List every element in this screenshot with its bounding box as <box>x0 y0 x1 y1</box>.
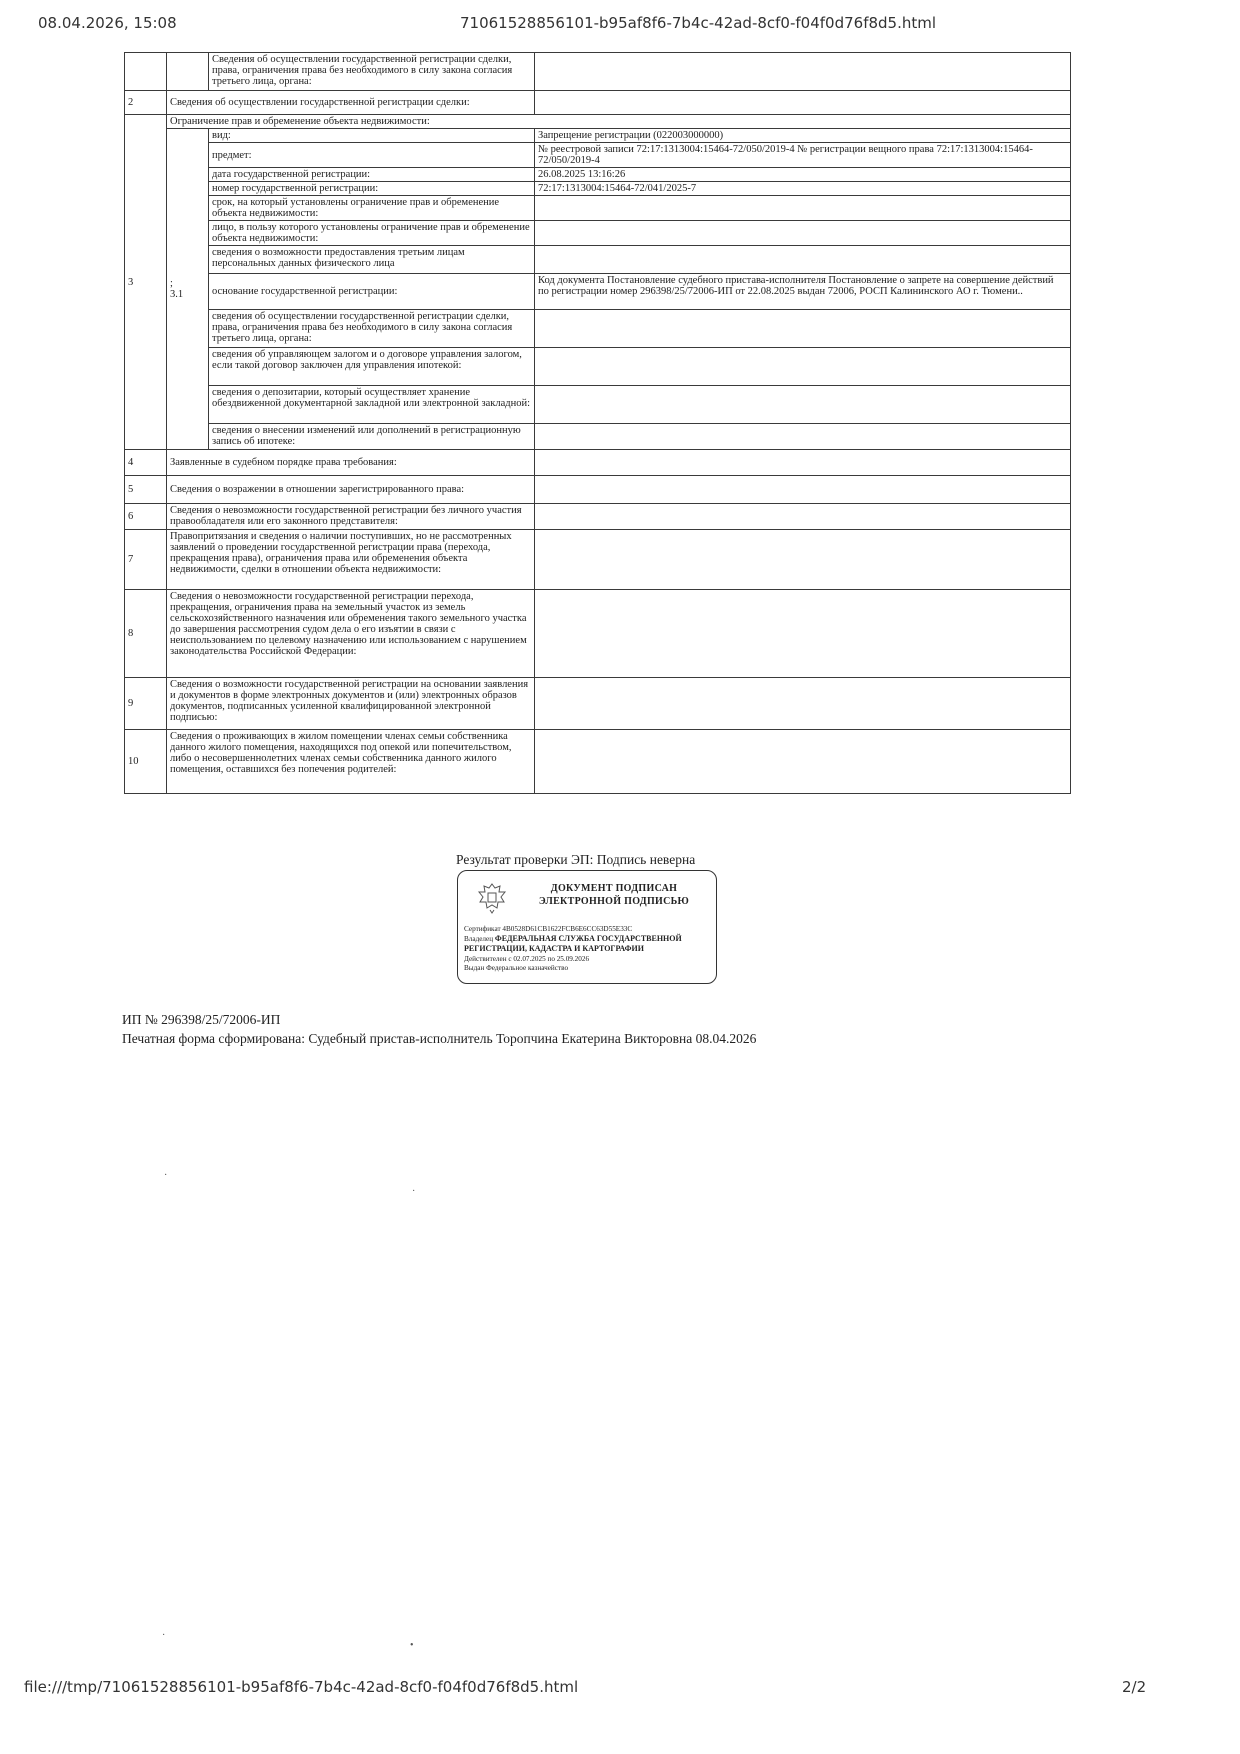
row-number: 5 <box>125 476 167 504</box>
row-value <box>535 450 1071 476</box>
table-row <box>125 310 1071 348</box>
row-value <box>535 504 1071 530</box>
table-row <box>125 476 1071 504</box>
item-value <box>535 386 1071 424</box>
printed-by-note: Печатная форма сформирована: Судебный пристав-исполнитель Торопчина Екатерина Викторовна 08.04.2026 <box>122 1031 757 1046</box>
scan-speck: · <box>162 1630 166 1641</box>
item-label: сведения о возможности предоставления третьим лицам персональных данных физического лица <box>209 246 535 274</box>
row-label: Сведения о невозможности государственной регистрации без личного участия правообладателя или его законного представителя: <box>167 504 535 530</box>
row-number: 2 <box>125 91 167 115</box>
table-row <box>125 678 1071 730</box>
item-value: Код документа Постановление судебного пристава-исполнителя Постановление о запрете на совершение действий по регистрации номер 296398/25/72006-ИП от 22.08.2025 выдан 72006, РОСП Калининского АО г. Тюмени.. <box>535 274 1071 310</box>
table-row <box>125 246 1071 274</box>
table-row <box>125 91 1071 115</box>
item-value <box>535 424 1071 450</box>
signature-stamp <box>457 870 717 984</box>
owner-name: ФЕДЕРАЛЬНАЯ СЛУЖБА ГОСУДАРСТВЕННОЙ РЕГИСТРАЦИИ, КАДАСТРА И КАРТОГРАФИИ <box>464 934 682 954</box>
row-subnumber <box>167 129 209 450</box>
item-value <box>535 196 1071 221</box>
print-datetime: 08.04.2026, 15:08 <box>38 14 177 32</box>
enforcement-case-number: ИП № 296398/25/72006-ИП <box>122 1012 281 1027</box>
signature-check-result: Результат проверки ЭП: Подпись неверна <box>456 852 696 867</box>
stamp-title <box>520 883 708 908</box>
table-row <box>125 274 1071 310</box>
row-value <box>535 678 1071 730</box>
row-value <box>535 530 1071 590</box>
item-label: сведения об управляющем залогом и о договоре управления залогом, если такой договор заключен для управления ипотекой: <box>209 348 535 386</box>
row-number: 4 <box>125 450 167 476</box>
item-label: сведения о внесении изменений или дополнений в регистрационную запись об ипотеке: <box>209 424 535 450</box>
table-row <box>125 182 1071 196</box>
scan-speck: · <box>164 1170 168 1181</box>
row-label: Заявленные в судебном порядке права требования: <box>167 450 535 476</box>
scan-speck: · <box>412 1186 416 1197</box>
table-row <box>125 168 1071 182</box>
row-label: Сведения о возможности государственной регистрации на основании заявления и документов в форме электронных документов и (или) электронных образов документов, подписанных усиленной квалифицированной электронной подписью: <box>167 678 535 730</box>
row-number: 8 <box>125 590 167 678</box>
item-label: сведения об осуществлении государственной регистрации сделки, права, ограничения права без необходимого в силу закона согласия третьего лица, органа: <box>209 310 535 348</box>
table-row <box>125 590 1071 678</box>
table-row <box>125 143 1071 168</box>
item-value <box>535 310 1071 348</box>
table-row <box>125 530 1071 590</box>
item-label: основание государственной регистрации: <box>209 274 535 310</box>
print-page-title: 71061528856101-b95af8f6-7b4c-42ad-8cf0-f04f0d76f8d5.html <box>460 14 937 32</box>
item-value <box>535 246 1071 274</box>
item-value <box>535 348 1071 386</box>
row-value <box>535 730 1071 794</box>
row-number: 7 <box>125 530 167 590</box>
item-label: предмет: <box>209 143 535 168</box>
table-row <box>125 129 1071 143</box>
table-row <box>125 504 1071 530</box>
row-label: Сведения о проживающих в жилом помещении членах семьи собственника данного жилого помещения, находящихся под опекой или попечительством, либо о несовершеннолетних членах семьи собственника данного жилого помещения, оставшихся без попечения родителей: <box>167 730 535 794</box>
table-row <box>125 730 1071 794</box>
owner-prefix: Владелец <box>464 935 494 944</box>
print-page-number: 2/2 <box>1122 1678 1147 1696</box>
row-label: Правопритязания и сведения о наличии поступивших, но не рассмотренных заявлений о проведении государственной регистрации права (перехода, прекращения права), ограничения права или обременения объекта недвижимости, сделки в отношении объекта недвижимости: <box>167 530 535 590</box>
row-label: Сведения об осуществлении государственной регистрации сделки, права, ограничения права без необходимого в силу закона согласия третьего лица, органа: <box>209 53 535 91</box>
item-label: дата государственной регистрации: <box>209 168 535 182</box>
item-label: вид: <box>209 129 535 143</box>
stamp-details <box>464 925 714 973</box>
item-label: номер государственной регистрации: <box>209 182 535 196</box>
row-number: 6 <box>125 504 167 530</box>
row-label: Сведения о невозможности государственной регистрации перехода, прекращения, ограничения права на земельный участок из земель сельскохозяйственного назначения или обременения такого земельного участка до завершения рассмотрения судом дела о его изъятии в связи с неиспользованием по целевому назначению или использованием с нарушением законодательства Российской Федерации: <box>167 590 535 678</box>
item-label: лицо, в пользу которого установлены ограничение прав и обременение объекта недвижимости: <box>209 221 535 246</box>
table-row <box>125 115 1071 129</box>
row-label: Сведения об осуществлении государственной регистрации сделки: <box>167 91 535 115</box>
item-value: № реестровой записи 72:17:1313004:15464-72/050/2019-4 № регистрации вещного права 72:17:1313004:15464-72/050/2019-4 <box>535 143 1071 168</box>
row-label: Сведения о возражении в отношении зарегистрированного права: <box>167 476 535 504</box>
certificate-issuer: Выдан Федеральное казначейство <box>464 963 569 972</box>
row-value <box>535 476 1071 504</box>
margin-mark: ; <box>170 278 173 290</box>
stamp-title-line: ЭЛЕКТРОННОЙ ПОДПИСЬЮ <box>538 895 690 907</box>
row-value <box>535 590 1071 678</box>
coat-of-arms-icon <box>476 881 508 915</box>
item-value: Запрещение регистрации (022003000000) <box>535 129 1071 143</box>
table-row <box>125 196 1071 221</box>
registry-table <box>124 52 1071 794</box>
section-header: Ограничение прав и обременение объекта недвижимости: <box>167 115 1071 129</box>
item-label: срок, на который установлены ограничение прав и обременение объекта недвижимости: <box>209 196 535 221</box>
row-number: 10 <box>125 730 167 794</box>
certificate-number: Сертификат 4B0528D61CB1622FCB6E6CC63D55E33C <box>464 925 633 933</box>
row-number: 3 <box>125 115 167 450</box>
item-value: 72:17:1313004:15464-72/041/2025-7 <box>535 182 1071 196</box>
table-row <box>125 53 1071 91</box>
subnumber-label: 3.1 <box>170 289 184 301</box>
scan-speck: • <box>410 1640 414 1651</box>
row-number: 9 <box>125 678 167 730</box>
item-value: 26.08.2025 13:16:26 <box>535 168 1071 182</box>
table-row <box>125 348 1071 386</box>
certificate-owner <box>464 934 714 954</box>
table-row <box>125 386 1071 424</box>
item-value <box>535 221 1071 246</box>
item-label: сведения о депозитарии, который осуществляет хранение обездвиженной документарной закладной или электронной закладной: <box>209 386 535 424</box>
stamp-title-line: ДОКУМЕНТ ПОДПИСАН <box>550 883 678 894</box>
table-row <box>125 221 1071 246</box>
certificate-validity: Действителен с 02.07.2025 по 25.09.2026 <box>464 954 590 963</box>
row-value <box>535 91 1071 115</box>
table-row <box>125 450 1071 476</box>
print-file-path: file:///tmp/71061528856101-b95af8f6-7b4c-42ad-8cf0-f04f0d76f8d5.html <box>24 1678 579 1696</box>
table-row <box>125 424 1071 450</box>
row-value <box>535 53 1071 91</box>
